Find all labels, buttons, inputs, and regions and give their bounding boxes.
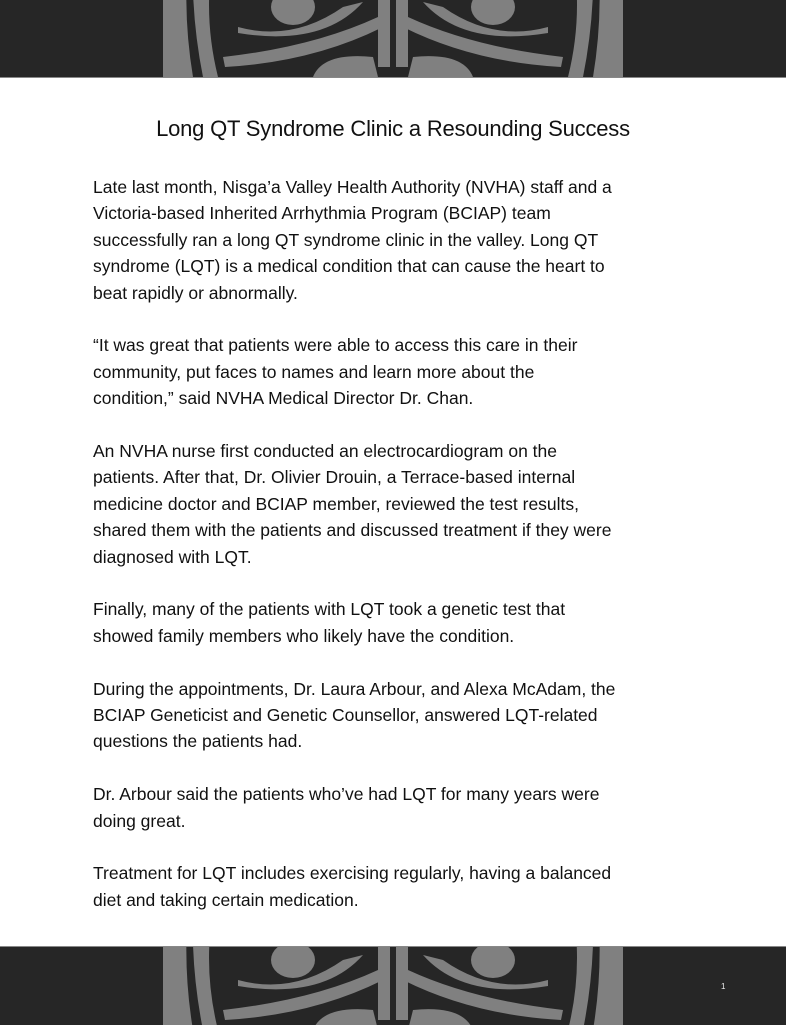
text-line: Treatment for LQT includes exercising regularly, having a balanced <box>93 863 612 884</box>
paragraph <box>93 781 733 834</box>
text-line: questions the patients had. <box>93 731 303 752</box>
text-line: Late last month, Nisga’a Valley Health Authority (NVHA) staff and a <box>93 177 612 197</box>
paragraph <box>93 596 733 649</box>
text-line: “It was great that patients were able to access this care in their <box>93 335 578 356</box>
paragraph <box>93 438 733 570</box>
text-line: shared them with the patients and discussed treatment if they were <box>93 520 612 541</box>
text-line: diagnosed with LQT. <box>93 546 252 567</box>
page-number: 1 <box>721 982 726 991</box>
text-line: medicine doctor and BCIAP member, reviewed the test results, <box>93 493 580 514</box>
header-banner <box>0 0 786 78</box>
formline-art-icon <box>163 946 623 1025</box>
text-line: BCIAP Geneticist and Genetic Counsellor, answered LQT-related <box>93 705 598 726</box>
formline-art-icon <box>163 0 623 77</box>
text-line: doing great. <box>93 810 186 831</box>
paragraph <box>93 332 733 411</box>
text-line: beat rapidly or abnormally. <box>93 282 298 303</box>
text-line: Finally, many of the patients with LQT took a genetic test that <box>93 599 566 620</box>
text-line: showed family members who likely have the condition. <box>93 625 515 646</box>
text-line: condition,” said NVHA Medical Director Dr. Chan. <box>93 388 474 409</box>
text-line: community, put faces to names and learn more about the <box>93 361 535 382</box>
text-line: patients. After that, Dr. Olivier Drouin, a Terrace-based internal <box>93 467 576 488</box>
text-line: syndrome (LQT) is a medical condition that can cause the heart to <box>93 256 605 277</box>
paragraph <box>93 174 733 306</box>
paragraph <box>93 860 733 913</box>
text-line: An NVHA nurse first conducted an electrocardiogram on the <box>93 441 557 462</box>
text-line: During the appointments, Dr. Laura Arbour, and Alexa McAdam, the <box>93 678 616 699</box>
text-line: successfully ran a long QT syndrome clinic in the valley. Long QT <box>93 229 599 250</box>
text-line: diet and taking certain medication. <box>93 889 359 910</box>
paragraph <box>93 676 733 755</box>
footer-banner <box>0 946 786 1025</box>
text-line: Dr. Arbour said the patients who’ve had LQT for many years were <box>93 784 600 805</box>
text-line: Victoria-based Inherited Arrhythmia Program (BCIAP) team <box>93 203 551 224</box>
page-title: Long QT Syndrome Clinic a Resounding Success <box>156 116 630 141</box>
article-body <box>93 174 733 940</box>
